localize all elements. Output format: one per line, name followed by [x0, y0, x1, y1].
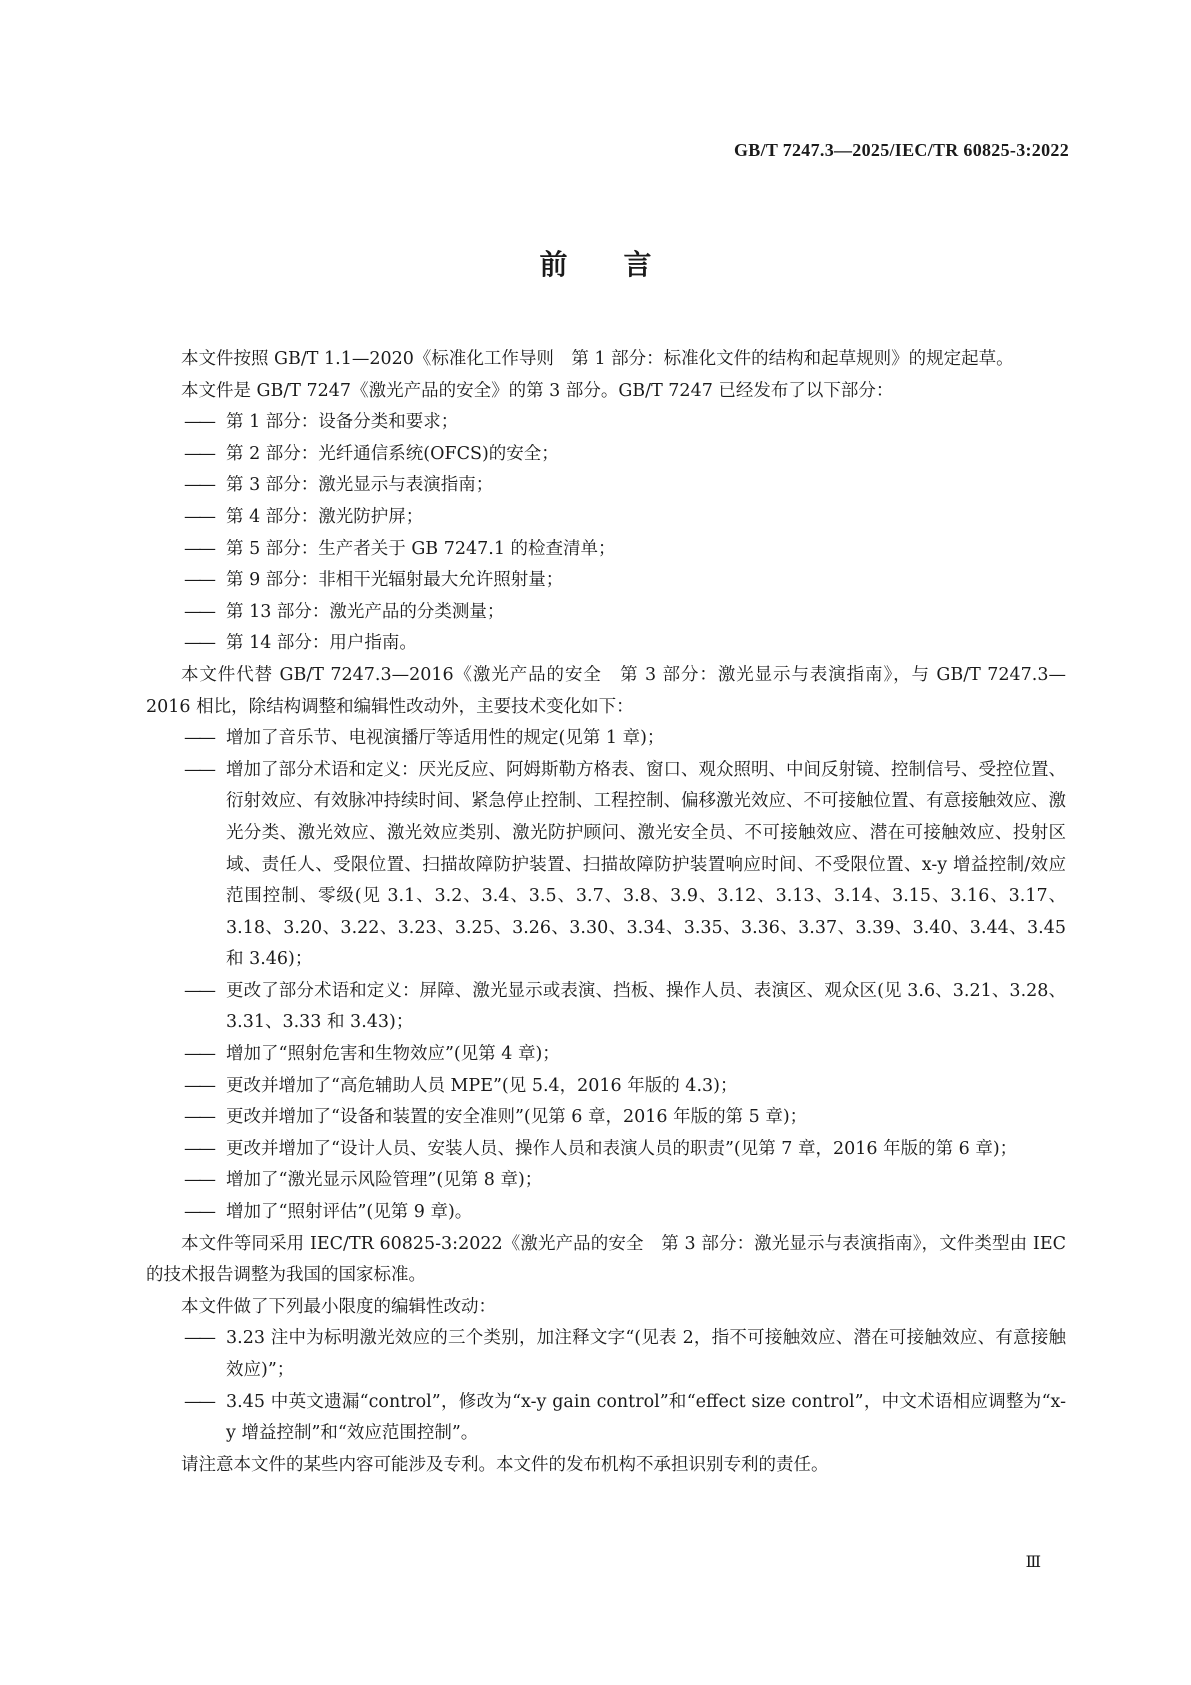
- list-item: —— 增加了“照射危害和生物效应”(见第 4 章)；: [146, 1039, 1066, 1071]
- list-item: —— 增加了“激光显示风险管理”(见第 8 章)；: [146, 1165, 1066, 1197]
- list-item: —— 第 5 部分：生产者关于 GB 7247.1 的检查清单；: [146, 534, 1066, 566]
- list-item: —— 增加了音乐节、电视演播厅等适用性的规定(见第 1 章)；: [146, 723, 1066, 755]
- list-item: —— 更改并增加了“设计人员、安装人员、操作人员和表演人员的职责”(见第 7 章，2016 年版的第 6 章)；: [146, 1134, 1066, 1166]
- list-item: —— 更改并增加了“高危辅助人员 MPE”(见 5.4，2016 年版的 4.3)；: [146, 1071, 1066, 1103]
- equivalence-paragraph: 本文件等同采用 IEC/TR 60825-3:2022《激光产品的安全 第 3 部分：激光显示与表演指南》，文件类型由 IEC 的技术报告调整为我国的国家标准。: [146, 1233, 1066, 1286]
- series-paragraph: 本文件是 GB/T 7247《激光产品的安全》的第 3 部分。GB/T 7247 已经发布了以下部分：: [181, 380, 894, 401]
- foreword-body: [146, 344, 1066, 1481]
- list-item: —— 第 3 部分：激光显示与表演指南；: [146, 470, 1066, 502]
- list-item: —— 3.45 中英文遗漏“control”，修改为“x-y gain control”和“effect size control”，中文术语相应调整为“x-y 增益控制”和“效应范围控制”。: [146, 1387, 1066, 1450]
- editorial-changes-list: [146, 1323, 1066, 1449]
- list-item: —— 更改了部分术语和定义：屏障、激光显示或表演、挡板、操作人员、表演区、观众区(见 3.6、3.21、3.28、3.31、3.33 和 3.43)；: [146, 976, 1066, 1039]
- list-item: —— 第 9 部分：非相干光辐射最大允许照射量；: [146, 565, 1066, 597]
- list-item: —— 3.23 注中为标明激光效应的三个类别，加注释文字“(见表 2，指不可接触效应、潜在可接触效应、有意接触效应)”；: [146, 1323, 1066, 1386]
- list-item: —— 第 2 部分：光纤通信系统(OFCS)的安全；: [146, 439, 1066, 471]
- document-code: GB/T 7247.3—2025/IEC/TR 60825-3:2022: [734, 140, 1069, 160]
- replacement-paragraph: 本文件代替 GB/T 7247.3—2016《激光产品的安全 第 3 部分：激光显示与表演指南》，与 GB/T 7247.3—2016 相比，除结构调整和编辑性改动外，主要技术变化如下：: [146, 664, 1066, 717]
- page-number: Ⅲ: [1025, 1554, 1041, 1571]
- list-item: —— 更改并增加了“设备和装置的安全准则”(见第 6 章，2016 年版的第 5 章)；: [146, 1102, 1066, 1134]
- list-item: —— 第 4 部分：激光防护屏；: [146, 502, 1066, 534]
- parts-list: [146, 407, 1066, 660]
- list-item: —— 第 14 部分：用户指南。: [146, 628, 1066, 660]
- list-item: —— 增加了部分术语和定义：厌光反应、阿姆斯勒方格表、窗口、观众照明、中间反射镜、控制信号、受控位置、衍射效应、有效脉冲持续时间、紧急停止控制、工程控制、偏移激光效应、不可接触位置、有意接触效应、激光分类、激光效应、激光效应类别、激光防护顾问、激光安全员、不可接触效应、潜在可接触效应、投射区域、责任人、受限位置、扫描故障防护装置、扫描故障防护装置响应时间、不受限位置、x-y 增益控制/效应范围控制、零级(见 3.1、3.2、3.4、3.5、3.7、3.8、3.9、3.12、3.13、3.14、3.15、3.16、3.17、3.18、3.20、3.22、3.23、3.25、3.26、3.30、3.34、3.35、3.36、3.37、3.39、3.40、3.44、3.45 和 3.46)；: [146, 755, 1066, 976]
- list-item: —— 增加了“照射评估”(见第 9 章)。: [146, 1197, 1066, 1229]
- patent-notice: 请注意本文件的某些内容可能涉及专利。本文件的发布机构不承担识别专利的责任。: [181, 1454, 829, 1475]
- list-item: —— 第 1 部分：设备分类和要求；: [146, 407, 1066, 439]
- editorial-changes-intro: 本文件做了下列最小限度的编辑性改动：: [181, 1296, 496, 1317]
- page-title: 前言: [539, 248, 708, 281]
- list-item: —— 第 13 部分：激光产品的分类测量；: [146, 597, 1066, 629]
- drafting-rule-paragraph: 本文件按照 GB/T 1.1—2020《标准化工作导则 第 1 部分：标准化文件的结构和起草规则》的规定起草。: [181, 349, 1014, 369]
- technical-changes-list: [146, 723, 1066, 1229]
